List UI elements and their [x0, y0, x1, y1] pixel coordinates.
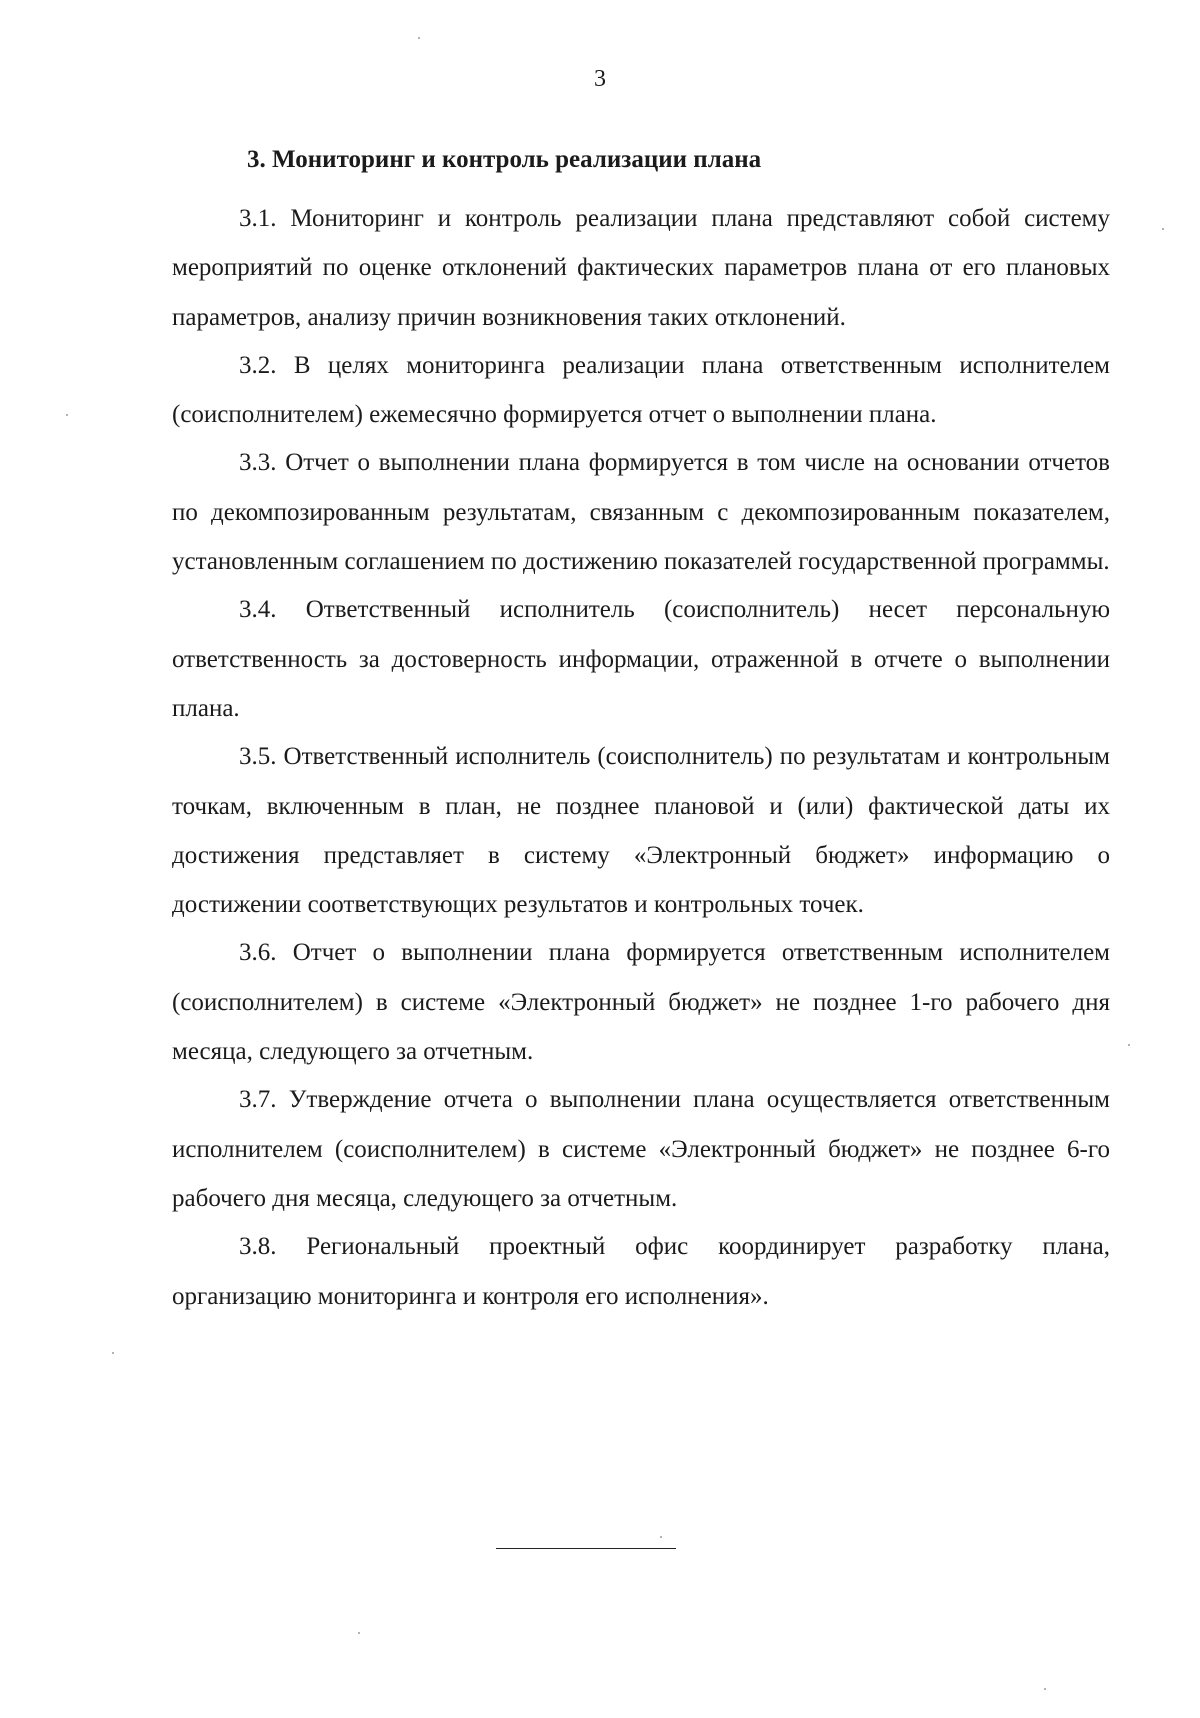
scan-speck — [1162, 228, 1164, 230]
scan-speck — [112, 1352, 114, 1354]
scan-speck — [1044, 1688, 1046, 1690]
paragraph-3-1: 3.1. Мониторинг и контроль реализации плана представляют собой систему мероприятий по оценке отклонений фактических параметров плана от его плановых параметров, анализу причин возникновения таких отклонений. — [172, 205, 1110, 331]
paragraph-3-4: 3.4. Ответственный исполнитель (соисполнитель) несет персональную ответственность за достоверность информации, отраженной в отчете о выполнении плана. — [172, 596, 1110, 722]
scan-speck — [358, 1632, 360, 1634]
scan-speck — [660, 1536, 662, 1538]
scan-speck — [66, 414, 68, 416]
page-number: 3 — [594, 66, 606, 92]
paragraph-3-8: 3.8. Региональный проектный офис координирует разработку плана, организацию мониторинга и контроля его исполнения». — [172, 1233, 1110, 1310]
paragraph-3-7: 3.7. Утверждение отчета о выполнении плана осуществляется ответственным исполнителем (соисполнителем) в системе «Электронный бюджет» не позднее 6-го рабочего дня месяца, следующего за отчетным. — [172, 1086, 1110, 1212]
scan-speck — [1128, 1044, 1130, 1046]
paragraph-3-3: 3.3. Отчет о выполнении плана формируется в том числе на основании отчетов по декомпозированным результатам, связанным с декомпозированным показателем, установленным соглашением по достижению показателей государственной программы. — [172, 449, 1110, 576]
section-body — [172, 194, 1110, 1321]
end-of-text-rule — [496, 1548, 676, 1549]
scan-speck — [418, 37, 420, 39]
paragraph-3-2: 3.2. В целях мониторинга реализации плана ответственным исполнителем (соисполнителем) ежемесячно формируется отчет о выполнении плана. — [172, 351, 1110, 429]
paragraph-3-6: 3.6. Отчет о выполнении плана формируется ответственным исполнителем (соисполнителем) в системе «Электронный бюджет» не позднее 1-го рабочего дня месяца, следующего за отчетным. — [172, 939, 1110, 1066]
section-heading: 3. Мониторинг и контроль реализации плана — [247, 146, 762, 173]
paragraph-3-5: 3.5. Ответственный исполнитель (соисполнитель) по результатам и контрольным точкам, включенным в план, не позднее плановой и (или) фактической даты их достижения представляет в систему «Электронный бюджет» информацию о достижении соответствующих результатов и контрольных точек. — [172, 743, 1110, 919]
